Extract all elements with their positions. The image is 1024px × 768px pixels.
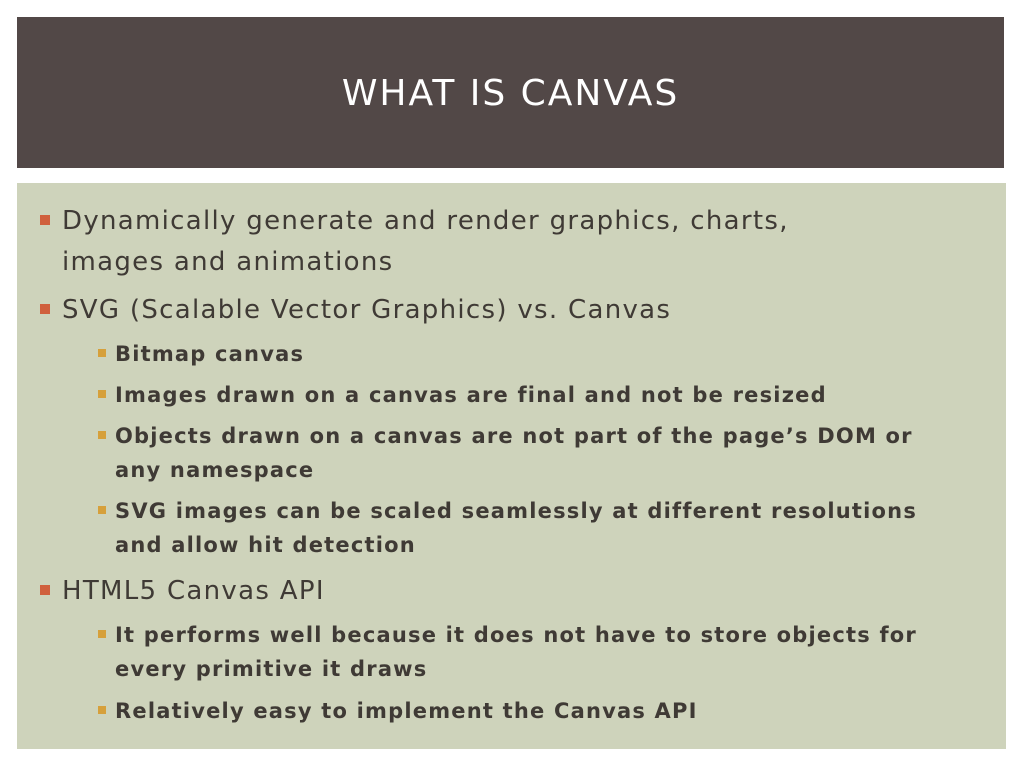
sub-bullet-easy-implement (115, 694, 698, 728)
sub-bullet-line: Relatively easy to implement the Canvas API (115, 699, 698, 723)
sub-bullet-line: Images drawn on a canvas are final and not be resized (115, 383, 827, 407)
bullet-item-svg-vs-canvas (62, 290, 671, 331)
square-bullet-icon (98, 349, 106, 357)
sub-bullet-line: any namespace (115, 458, 315, 482)
bullet-line: SVG (Scalable Vector Graphics) vs. Canvas (62, 295, 672, 325)
square-bullet-icon (40, 304, 50, 314)
square-bullet-icon (98, 506, 106, 514)
content-panel (17, 183, 1006, 749)
square-bullet-icon (98, 431, 106, 439)
square-bullet-icon (98, 706, 106, 714)
sub-bullet-performs-well (115, 618, 917, 686)
square-bullet-icon (40, 585, 50, 595)
bullet-line: HTML5 Canvas API (62, 576, 325, 606)
sub-bullet-objects-not-dom (115, 419, 913, 487)
sub-bullet-images-final (115, 378, 827, 412)
sub-bullet-bitmap-canvas (115, 337, 304, 371)
sub-bullet-line: Objects drawn on a canvas are not part of the page’s DOM or (115, 424, 913, 448)
sub-bullet-line: It performs well because it does not have to store objects for (115, 623, 917, 647)
sub-bullet-svg-scaled (115, 494, 917, 562)
square-bullet-icon (40, 215, 50, 225)
square-bullet-icon (98, 390, 106, 398)
title-bar (17, 17, 1004, 168)
sub-bullet-line: Bitmap canvas (115, 342, 305, 366)
slide-title: WHAT IS CANVAS (341, 72, 680, 114)
bullet-line: Dynamically generate and render graphics, charts, (62, 206, 789, 236)
bullet-line: images and animations (62, 247, 394, 277)
sub-bullet-line: every primitive it draws (115, 657, 428, 681)
bullet-item-html5-canvas-api (62, 571, 325, 612)
sub-bullet-line: SVG images can be scaled seamlessly at different resolutions (115, 499, 918, 523)
bullet-item-dynamic-graphics (62, 201, 789, 283)
square-bullet-icon (98, 630, 106, 638)
sub-bullet-line: and allow hit detection (115, 533, 416, 557)
